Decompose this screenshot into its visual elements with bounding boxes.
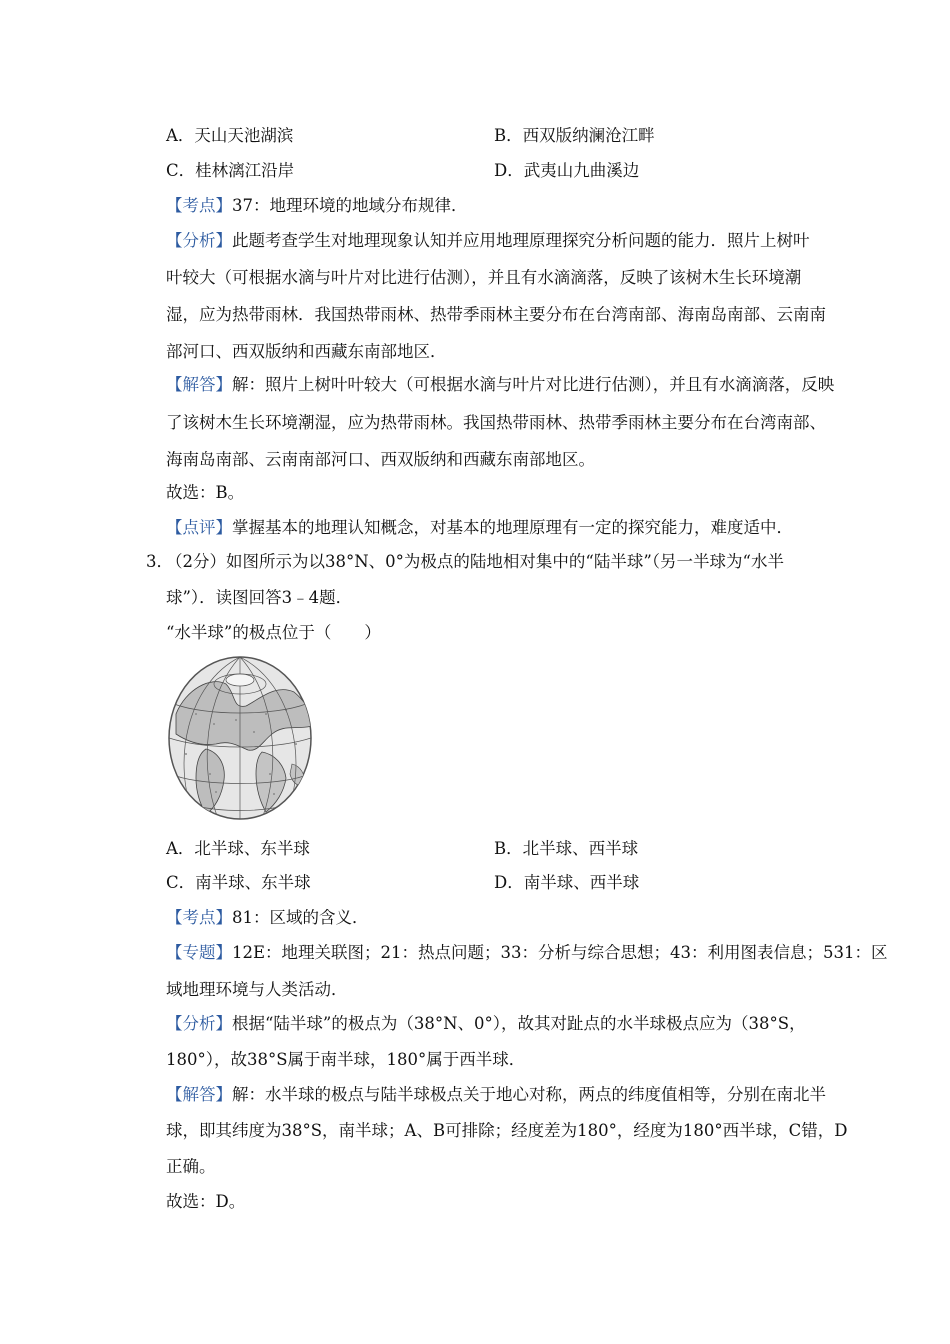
option-a: A．天山天池湖滨 [166, 126, 294, 145]
q3-option-a: A．北半球、东半球 [166, 839, 310, 858]
q3-fenxi-line-2: 180°），故38°S属于南半球，180°属于西半球． [166, 1050, 526, 1069]
dianping-tag: 【点评】 [166, 518, 232, 537]
q3-kaodian-text: 81：区域的含义． [232, 908, 369, 927]
q3-stem-line-1: （2分）如图所示为以38°N、0°为极点的陆地相对集中的“陆半球”（另一半球为“水半 [166, 552, 784, 571]
jieda-line-1 [166, 375, 834, 395]
q3-option-b: B．北半球、西半球 [494, 839, 639, 858]
q3-fenxi-tag: 【分析】 [166, 1014, 232, 1033]
fenxi-line-1 [166, 231, 810, 251]
q3-jieda-text-1: 解：水半球的极点与陆半球极点关于地心对称，两点的纬度值相等，分别在南北半 [232, 1085, 826, 1104]
q3-jieda-line-2: 球，即其纬度为38°S，南半球；A、B可排除；经度差为180°，经度为180°西半球，C错，D [166, 1121, 848, 1140]
q3-option-c: C．南半球、东半球 [166, 873, 311, 892]
fenxi-line-3: 湿，应为热带雨林．我国热带雨林、热带季雨林主要分布在台湾南部、海南岛南部、云南南 [166, 305, 826, 324]
q3-kaodian-line [166, 908, 369, 928]
q3-kaodian-tag: 【考点】 [166, 908, 232, 927]
dianping-line [166, 518, 793, 538]
q3-zhuanti-line-2: 域地理环境与人类活动． [166, 980, 348, 999]
q3-fenxi-line-1 [166, 1014, 806, 1034]
fenxi-line-4: 部河口、西双版纳和西藏东南部地区． [166, 342, 447, 361]
jieda-line-3: 海南岛南部、云南南部河口、西双版纳和西藏东南部地区。 [166, 450, 595, 469]
q3-zhuanti-line-1 [166, 943, 888, 963]
fenxi-text-1: 此题考查学生对地理现象认知并应用地理原理探究分析问题的能力．照片上树叶 [232, 231, 810, 250]
fenxi-tag: 【分析】 [166, 231, 232, 250]
fenxi-line-2: 叶较大（可根据水滴与叶片对比进行估测），并且有水滴滴落，反映了该树木生长环境潮 [166, 268, 802, 287]
q3-zhuanti-text-1: 12E：地理关联图；21：热点问题；33：分析与综合思想；43：利用图表信息；531：区 [232, 943, 888, 962]
kaodian-tag: 【考点】 [166, 196, 232, 215]
land-hemisphere-globe-figure [166, 654, 314, 822]
kaodian-text: 37：地理环境的地域分布规律． [232, 196, 468, 215]
dianping-text: 掌握基本的地理认知概念，对基本的地理原理有一定的探究能力，难度适中． [232, 518, 793, 537]
q3-jieda-line-1 [166, 1085, 826, 1105]
q3-answer-line: 故选：D。 [166, 1192, 246, 1211]
jieda-text-1: 解：照片上树叶叶较大（可根据水滴与叶片对比进行估测），并且有水滴滴落，反映 [232, 375, 835, 394]
q3-jieda-line-3: 正确。 [166, 1157, 216, 1176]
q3-fenxi-text-1: 根据“陆半球”的极点为（38°N、0°），故其对趾点的水半球极点应为（38°S， [232, 1014, 806, 1033]
question-number: 3． [146, 552, 173, 571]
option-c: C．桂林漓江沿岸 [166, 161, 295, 180]
q3-zhuanti-tag: 【专题】 [166, 943, 232, 962]
q3-jieda-tag: 【解答】 [166, 1085, 232, 1104]
option-b: B．西双版纳澜沧江畔 [494, 126, 655, 145]
option-d: D．武夷山九曲溪边 [494, 161, 640, 180]
kaodian-line [166, 196, 468, 216]
q3-stem-line-2: 球”）．读图回答3﹣4题． [166, 588, 353, 607]
answer-line: 故选：B。 [166, 483, 245, 502]
q3-question: “水半球”的极点位于（ ） [166, 623, 381, 642]
jieda-line-2: 了该树木生长环境潮湿，应为热带雨林。我国热带雨林、热带季雨林主要分布在台湾南部、 [166, 413, 826, 432]
q3-option-d: D．南半球、西半球 [494, 873, 640, 892]
jieda-tag: 【解答】 [166, 375, 232, 394]
